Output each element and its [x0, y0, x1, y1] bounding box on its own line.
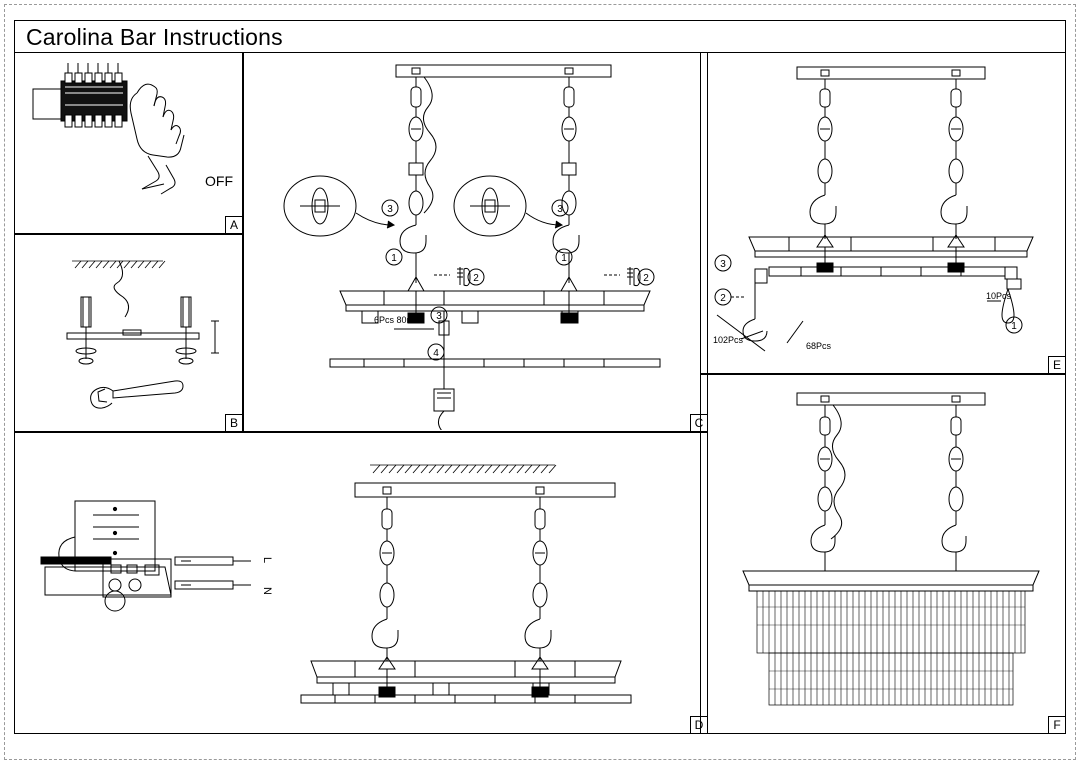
svg-text:3: 3 [387, 204, 393, 215]
svg-text:2: 2 [643, 273, 649, 284]
panel-d [14, 432, 708, 734]
panel-c-letter: C [690, 414, 708, 432]
panel-b-letter: B [225, 414, 243, 432]
svg-text:4: 4 [433, 348, 439, 359]
panel-d-live-label: L [261, 557, 273, 564]
panel-b [14, 234, 243, 432]
panel-e-letter: E [1048, 356, 1066, 374]
svg-text:2: 2 [720, 293, 726, 304]
panel-a [14, 52, 243, 234]
panel-f-letter: F [1048, 716, 1066, 734]
svg-text:3: 3 [557, 204, 563, 215]
svg-text:1: 1 [561, 253, 567, 264]
svg-text:3: 3 [720, 259, 726, 270]
panel-d-neutral-label: N [261, 587, 273, 595]
panel-c-drawing [244, 53, 706, 430]
panel-b-drawing [15, 235, 241, 430]
panel-a-drawing [15, 53, 241, 232]
panel-a-off-label: OFF [205, 173, 233, 189]
panel-f [700, 374, 1066, 734]
svg-text:1: 1 [391, 253, 397, 264]
svg-text:1: 1 [1011, 321, 1017, 332]
panel-e-count-68: 68Pcs [806, 341, 832, 351]
panel-a-letter: A [225, 216, 243, 234]
svg-text:2: 2 [473, 273, 479, 284]
panel-e-count-102: 102Pcs [713, 335, 744, 345]
panel-e [700, 52, 1066, 374]
panel-d-drawing [15, 433, 706, 732]
panel-c [243, 52, 708, 432]
panel-c-screw-note: 6Pcs 80mm [374, 315, 422, 325]
panel-f-drawing [701, 375, 1064, 732]
panel-d-letter: D [690, 716, 708, 734]
panel-e-count-10: 10Pcs [986, 291, 1012, 301]
page-title: Carolina Bar Instructions [26, 24, 283, 50]
svg-text:3: 3 [436, 311, 442, 322]
panel-e-drawing [701, 53, 1064, 372]
